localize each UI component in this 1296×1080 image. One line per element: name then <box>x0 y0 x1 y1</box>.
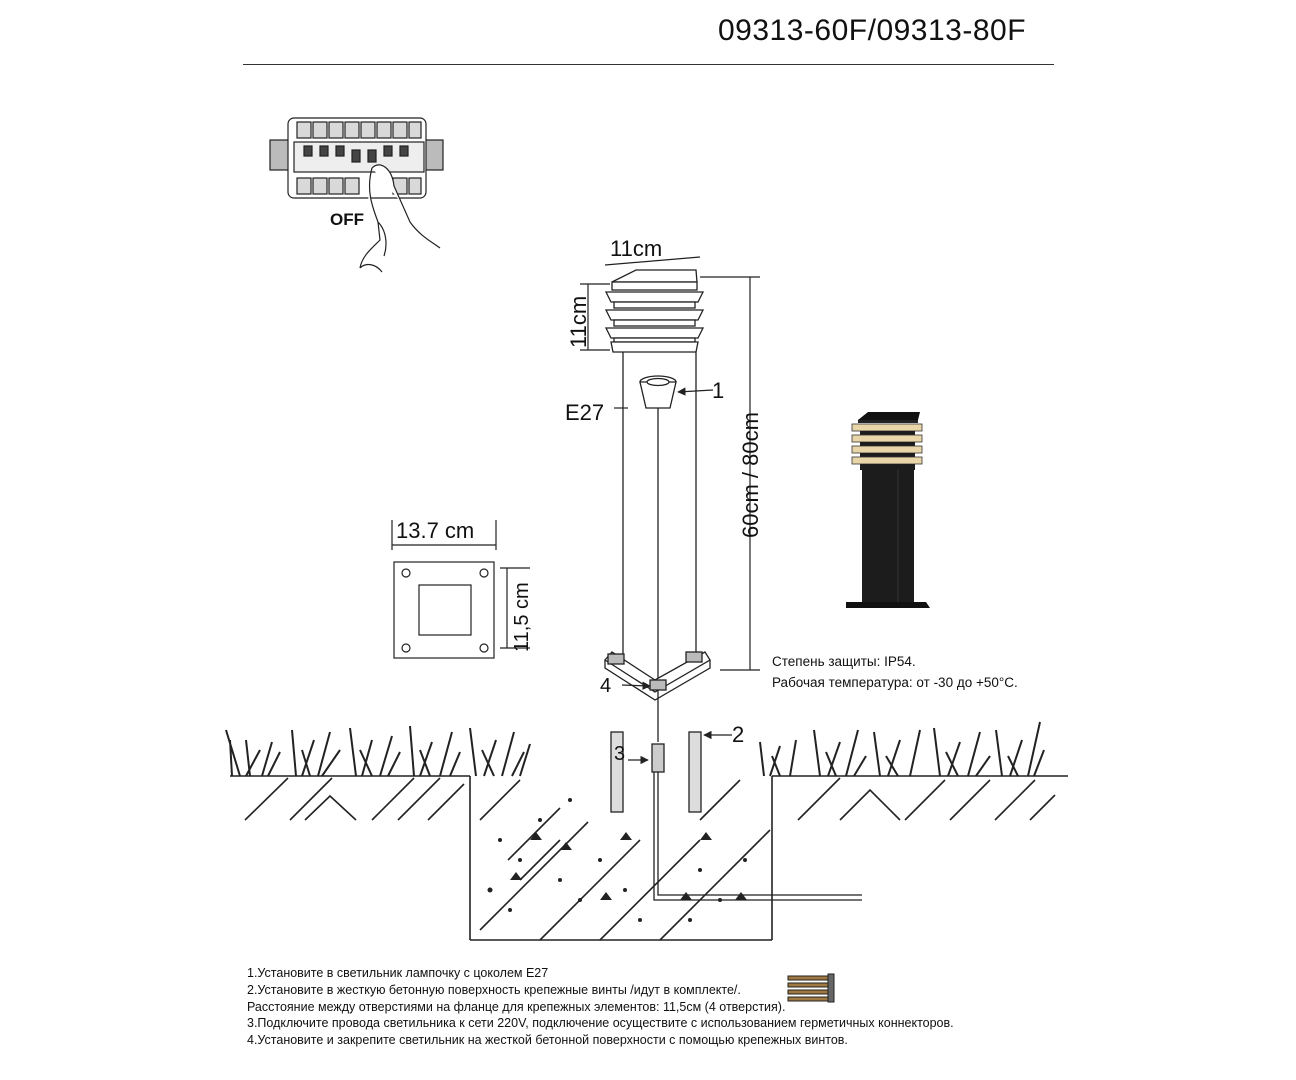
note-1: 1.Установите в светильник лампочку с цоколем Е27 <box>247 966 549 980</box>
grass <box>226 722 1044 776</box>
note-4: 4.Установите и закрепите светильник на жесткой бетонной поверхности с помощью крепежных винтов. <box>247 1033 848 1048</box>
head-height-label: 11cm <box>566 295 591 348</box>
callout-2: 2 <box>732 722 745 747</box>
installation-notes <box>247 965 954 1049</box>
bollard-drawing <box>605 270 862 900</box>
base-width-label: 13.7 cm <box>396 518 475 543</box>
ground-section <box>230 776 1068 940</box>
note-2: 2.Установите в жесткую бетонную поверхность крепежные винты /идут в комплекте/. <box>247 982 741 997</box>
callout-3: 3 <box>614 743 626 765</box>
protection-rating: Степень защиты: IP54. <box>772 654 916 669</box>
note-2-detail: Расстояние между отверстиями на фланце для крепежных элементов: 11,5см (4 отверстия). <box>247 999 786 1014</box>
product-illustration <box>846 412 930 608</box>
head-width-label: 11cm <box>610 236 663 261</box>
breaker-switch-illustration <box>270 118 443 272</box>
callout-4: 4 <box>600 675 612 697</box>
total-height-label: 60cm / 80cm <box>738 412 763 538</box>
base-height-label: 11,5 cm <box>511 582 533 652</box>
note-3: 3.Подключите провода светильника к сети 220V, подключение осуществите с использованием герметичных коннекторов. <box>247 1016 954 1031</box>
callout-1: 1 <box>712 378 725 403</box>
operating-temperature: Рабочая температура: от -30 до +50°С. <box>772 675 1018 690</box>
model-title: 09313-60F/09313-80F <box>718 14 1027 47</box>
switch-off-label: OFF <box>330 210 364 229</box>
concrete-aggregate <box>488 798 748 922</box>
spec-block <box>772 651 1018 693</box>
socket-label: E27 <box>565 400 605 425</box>
